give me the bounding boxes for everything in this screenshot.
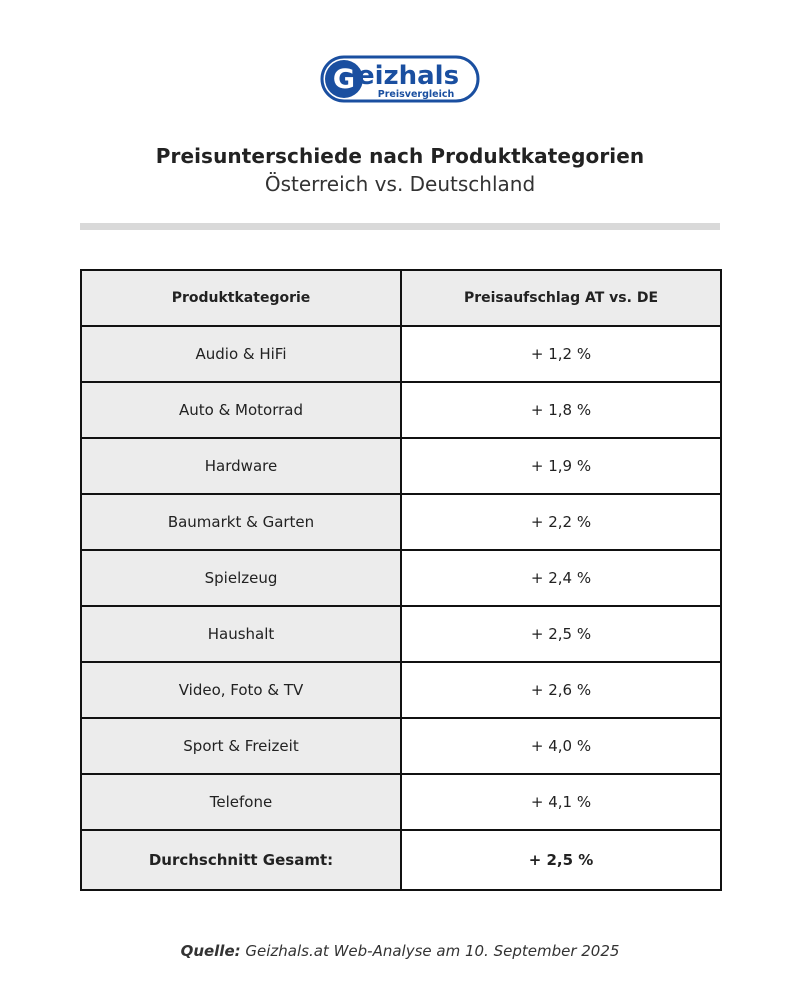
svg-text:eizhals: eizhals xyxy=(356,61,460,91)
table-row xyxy=(81,606,721,662)
source-note xyxy=(0,942,800,960)
total-label-cell: Durchschnitt Gesamt: xyxy=(81,830,401,890)
table-row xyxy=(81,662,721,718)
markup-cell: + 4,0 % xyxy=(401,718,721,774)
svg-text:G: G xyxy=(332,64,356,95)
table-row xyxy=(81,494,721,550)
category-cell: Hardware xyxy=(81,438,401,494)
total-row xyxy=(81,830,721,890)
geizhals-logo xyxy=(320,55,480,103)
category-cell: Sport & Freizeit xyxy=(81,718,401,774)
table-row xyxy=(81,774,721,830)
table-row xyxy=(81,326,721,382)
markup-cell: + 1,8 % xyxy=(401,382,721,438)
table-row xyxy=(81,438,721,494)
markup-cell: + 4,1 % xyxy=(401,774,721,830)
price-difference-table xyxy=(80,269,722,891)
markup-cell: + 2,4 % xyxy=(401,550,721,606)
source-label: Quelle: xyxy=(180,942,241,960)
category-cell: Video, Foto & TV xyxy=(81,662,401,718)
category-cell: Baumarkt & Garten xyxy=(81,494,401,550)
markup-cell: + 1,2 % xyxy=(401,326,721,382)
page-subtitle: Österreich vs. Deutschland xyxy=(264,172,536,196)
table-row xyxy=(81,382,721,438)
category-cell: Haushalt xyxy=(81,606,401,662)
table-header-row xyxy=(81,270,721,326)
source-text: Geizhals.at Web-Analyse am 10. September 2025 xyxy=(240,942,620,960)
page-title: Preisunterschiede nach Produktkategorien xyxy=(155,144,645,168)
markup-cell: + 2,6 % xyxy=(401,662,721,718)
divider xyxy=(80,223,720,230)
column-header-category: Produktkategorie xyxy=(81,270,401,326)
table-row xyxy=(81,718,721,774)
total-value-cell: + 2,5 % xyxy=(401,830,721,890)
category-cell: Audio & HiFi xyxy=(81,326,401,382)
category-cell: Telefone xyxy=(81,774,401,830)
svg-text:Preisvergleich: Preisvergleich xyxy=(377,89,455,100)
table-row xyxy=(81,550,721,606)
markup-cell: + 1,9 % xyxy=(401,438,721,494)
column-header-markup: Preisaufschlag AT vs. DE xyxy=(401,270,721,326)
category-cell: Spielzeug xyxy=(81,550,401,606)
markup-cell: + 2,2 % xyxy=(401,494,721,550)
category-cell: Auto & Motorrad xyxy=(81,382,401,438)
markup-cell: + 2,5 % xyxy=(401,606,721,662)
